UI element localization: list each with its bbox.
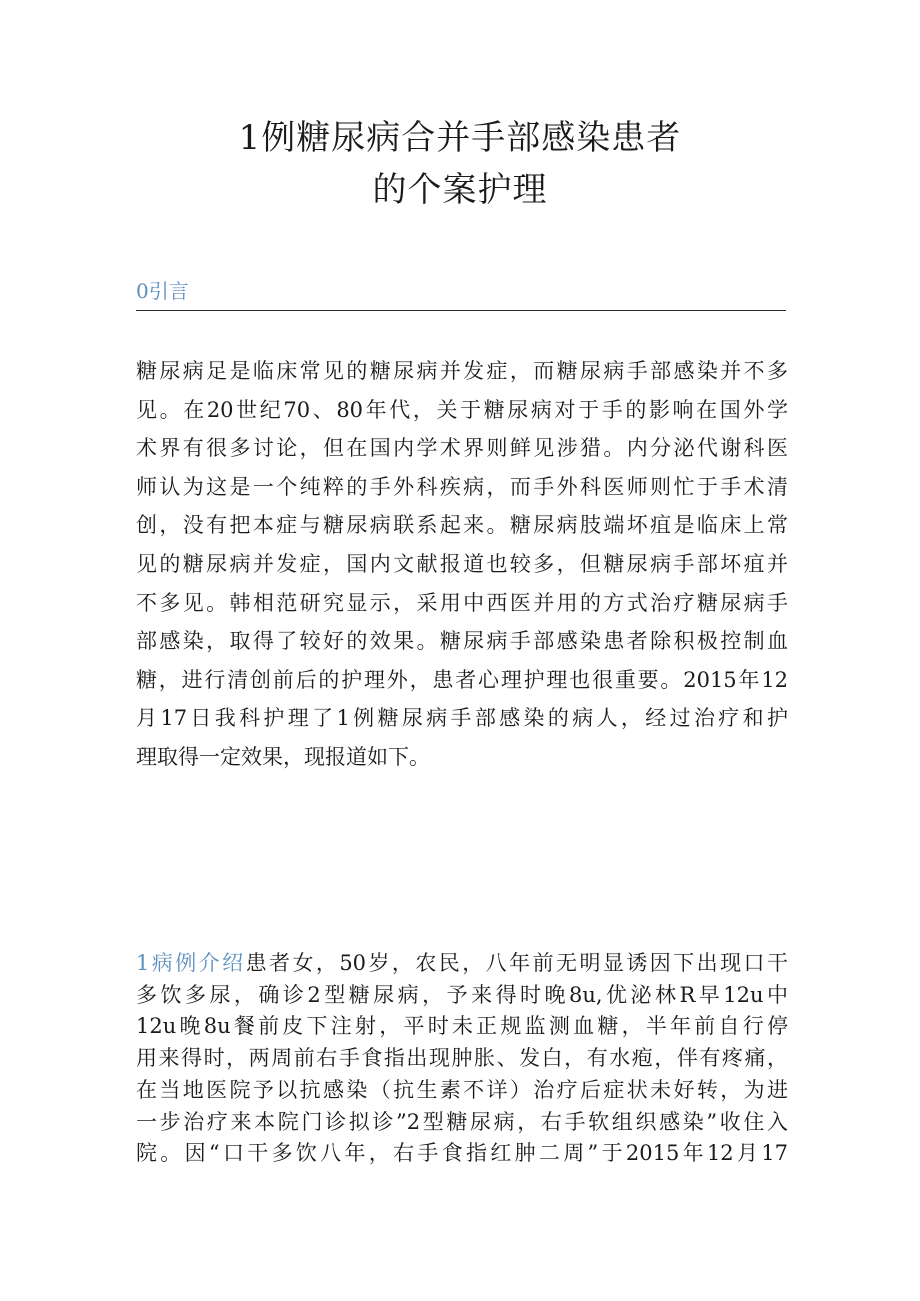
case-introduction-paragraph: [136, 948, 788, 1170]
title-line-1: 1例糖尿病合并手部感染患者: [238, 118, 682, 158]
document-title: [0, 112, 920, 216]
paragraph-line: 师认为这是一个纯粹的手外科疾病，而手外科医师则忙于手术清: [136, 474, 788, 499]
paragraph-line: 见。在20世纪70、80年代，关于糖尿病对于手的影响在国外学: [136, 397, 788, 422]
paragraph-line: 一步治疗来本院门诊拟诊”2型糖尿病，右手软组织感染”收住入: [136, 1109, 788, 1134]
paragraph-line: 月17日我科护理了1例糖尿病手部感染的病人，经过治疗和护: [136, 706, 788, 731]
paragraph-line: 糖尿病足是临床常见的糖尿病并发症，而糖尿病手部感染并不多: [136, 359, 788, 383]
introduction-paragraph: [136, 352, 788, 777]
paragraph-line: 12u晚8u餐前皮下注射，平时未正规监测血糖，半年前自行停: [136, 1014, 788, 1039]
case-first-line-text: 患者女，50岁，农民，八年前无明显诱因下出现口干: [245, 951, 788, 975]
paragraph-line: 部感染，取得了较好的效果。糖尿病手部感染患者除积极控制血: [136, 629, 788, 654]
paragraph-line: 在当地医院予以抗感染（抗生素不详）治疗后症状未好转，为进: [136, 1077, 788, 1102]
paragraph-line: 院。因“口干多饮八年，右手食指红肿二周”于2015年12月17: [136, 1141, 788, 1166]
paragraph-line: [136, 948, 788, 980]
title-line-2: 的个案护理: [372, 170, 548, 210]
paragraph-line: 糖，进行清创前后的护理外，患者心理护理也很重要。2015年12: [136, 667, 788, 692]
paragraph-line: 多饮多尿，确诊2型糖尿病，予来得时晚8u,优泌林R早12u中: [136, 982, 788, 1007]
paragraph-line: 用来得时，两周前右手食指出现肿胀、发白，有水疱，伴有疼痛，: [136, 1046, 788, 1071]
section-heading-label: 0引言: [136, 279, 189, 303]
paragraph-line: 创，没有把本症与糖尿病联系起来。糖尿病肢端坏疽是临床上常: [136, 513, 788, 538]
paragraph-line: 理取得一定效果，现报道如下。: [136, 744, 430, 769]
case-section-heading: 1病例介绍: [136, 951, 246, 975]
paragraph-line: 见的糖尿病并发症，国内文献报道也较多，但糖尿病手部坏疽并: [136, 551, 788, 576]
section-heading-introduction: [136, 276, 786, 311]
paragraph-line: 不多见。韩相范研究显示，采用中西医并用的方式治疗糖尿病手: [136, 590, 788, 615]
paragraph-line: 术界有很多讨论，但在国内学术界则鲜见涉猎。内分泌代谢科医: [136, 436, 788, 461]
